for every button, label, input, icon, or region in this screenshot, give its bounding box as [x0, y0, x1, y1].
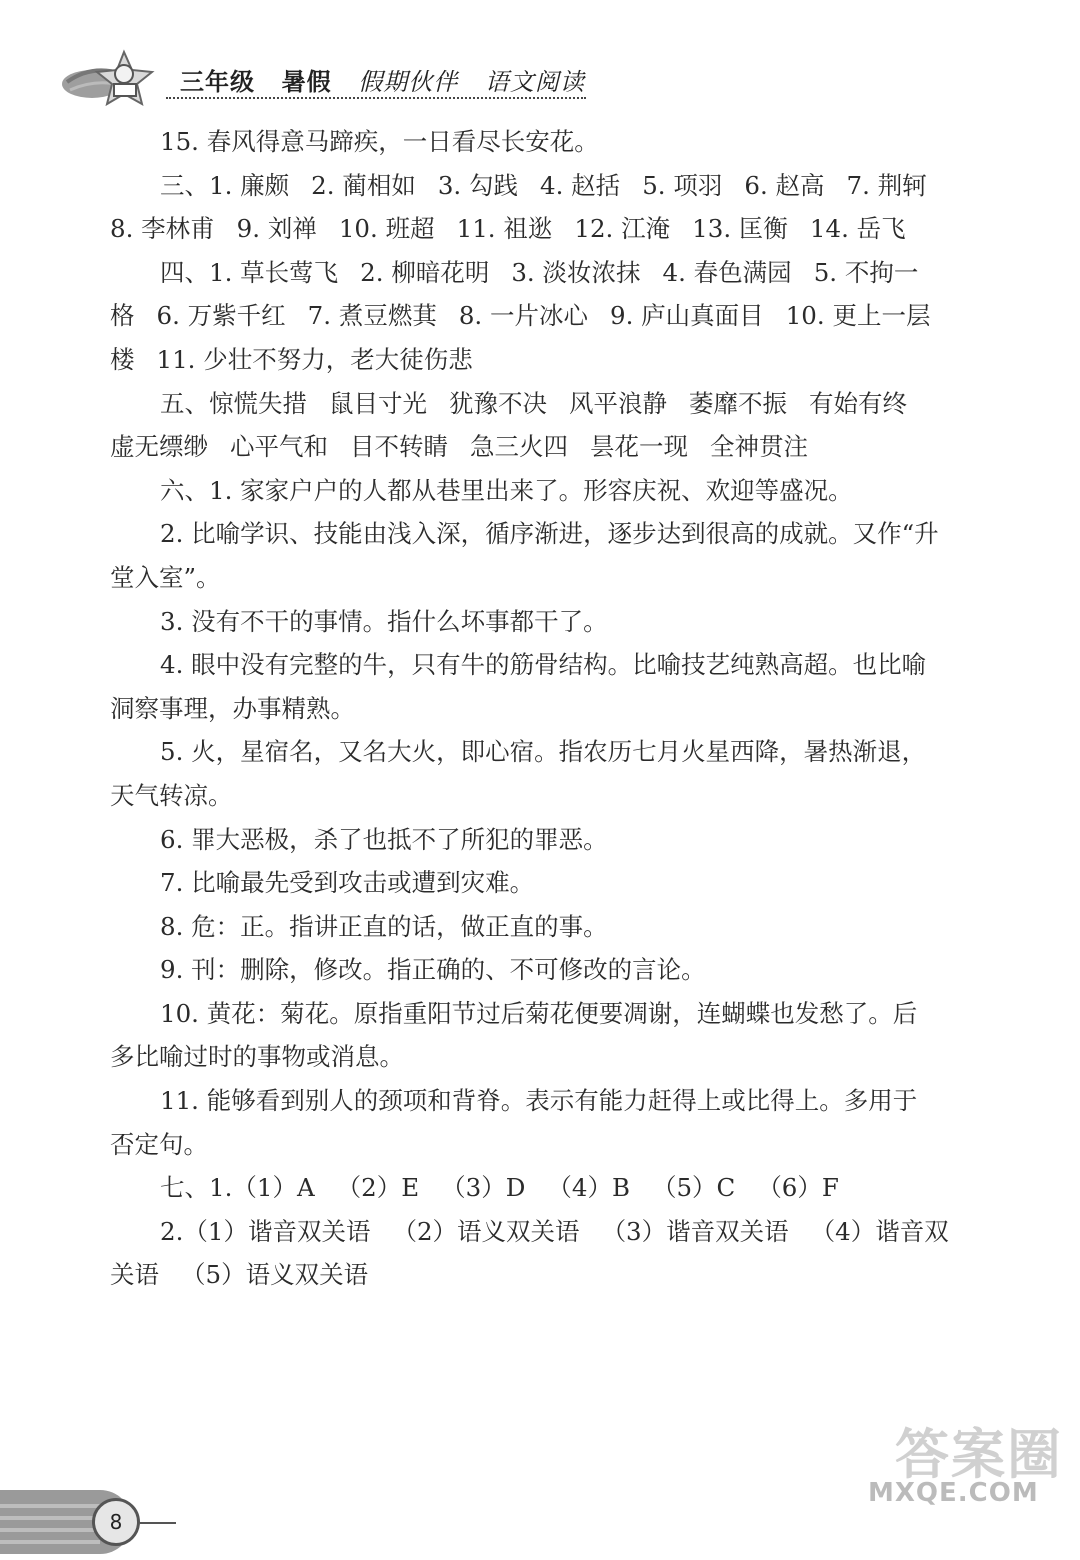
text-line: 10. 黄花：菊花。原指重阳节过后菊花便要凋谢，连蝴蝶也发愁了。后 [160, 998, 918, 1028]
answer-item: 鼠目寸光 [329, 388, 427, 418]
footer-line [140, 1522, 176, 1524]
answer-item: 七、1.（1）A [160, 1173, 315, 1203]
answer-item: 2.（1）谐音双关语 [160, 1216, 371, 1246]
text-line [110, 1210, 970, 1254]
answer-item: 四、1. 草长莺飞 [160, 257, 339, 287]
text-line: 15. 春风得意马蹄疾，一日看尽长安花。 [160, 127, 599, 156]
text-line: 多比喻过时的事物或消息。 [110, 1042, 404, 1072]
answer-item: 13. 匡衡 [692, 214, 788, 244]
book-title [180, 62, 585, 97]
answer-item: 3. 淡妆浓抹 [511, 257, 641, 287]
text-line [110, 1166, 970, 1210]
answer-item: 2. 柳暗花明 [360, 257, 490, 287]
answer-item: 8. 李林甫 [110, 214, 215, 244]
text-line: 9. 刊：删除，修改。指正确的、不可修改的言论。 [160, 955, 706, 985]
text-line [110, 1253, 970, 1297]
text-line: 8. 危：正。指讲正直的话，做正直的事。 [160, 911, 608, 941]
text-line: 堂入室”。 [110, 562, 221, 592]
answer-item: 6. 万紫千红 [156, 301, 286, 331]
answer-item: （3）D [441, 1173, 526, 1203]
text-line: 5. 火，星宿名，又名大火，即心宿。指农历七月火星西降，暑热渐退， [160, 737, 927, 767]
subject-label: 语文阅读 [484, 68, 585, 96]
answer-item: 五、惊慌失措 [160, 388, 307, 418]
text-line [110, 164, 970, 208]
text-line: 3. 没有不干的事情。指什么坏事都干了。 [160, 606, 608, 636]
answer-item: （2）语义双关语 [392, 1216, 580, 1246]
answer-item: 8. 一片冰心 [458, 301, 589, 331]
answer-item: 虚无缥缈 [110, 432, 208, 462]
text-line [110, 207, 970, 251]
book-mascot-logo [62, 44, 162, 114]
answer-text [110, 120, 970, 1297]
text-line [110, 382, 970, 426]
answer-item: 7. 煮豆燃萁 [307, 301, 437, 331]
text-line: 2. 比喻学识、技能由浅入深，循序渐进，逐步达到很高的成就。又作“升 [160, 519, 939, 549]
grade-label: 三年级 [180, 68, 255, 96]
watermark-logo: 答案圈 [895, 1423, 1063, 1486]
watermark-url: MXQE.COM [868, 1478, 1039, 1508]
answer-item: 目不转睛 [350, 432, 448, 462]
series-label: 假期伙伴 [358, 68, 459, 96]
answer-item: 昙花一现 [590, 432, 688, 462]
text-line: 4. 眼中没有完整的牛，只有牛的筋骨结构。比喻技艺纯熟高超。也比喻 [160, 650, 927, 680]
answer-item: 10. 更上一层 [785, 301, 931, 331]
answer-item: 萎靡不振 [689, 388, 787, 418]
answer-item: 5. 不拘一 [813, 257, 919, 287]
answer-item: 10. 班超 [338, 214, 435, 244]
season-label: 暑假 [281, 68, 332, 96]
answer-item: 急三火四 [470, 432, 568, 462]
answer-item: （4）B [547, 1173, 630, 1203]
answer-item: 9. 刘禅 [236, 214, 317, 244]
text-line [110, 425, 970, 469]
answer-item: 11. 祖逖 [456, 214, 553, 244]
text-line: 六、1. 家家户户的人都从巷里出来了。形容庆祝、欢迎等盛况。 [160, 475, 853, 505]
answer-item: 三、1. 廉颇 [160, 170, 290, 200]
answer-item: 7. 荆轲 [846, 170, 927, 200]
page-number: 8 [92, 1498, 140, 1546]
answer-item: （3）谐音双关语 [601, 1216, 789, 1246]
text-line [110, 338, 970, 382]
text-line: 11. 能够看到别人的颈项和背脊。表示有能力赶得上或比得上。多用于 [160, 1086, 918, 1116]
answer-item: （2）E [336, 1173, 420, 1203]
answer-item: 楼 [110, 344, 135, 374]
text-line [110, 294, 970, 338]
text-line: 天气转凉。 [110, 780, 233, 810]
answer-item: 有始有终 [809, 388, 907, 418]
answer-item: 2. 蔺相如 [311, 170, 416, 200]
answer-item: （5）语义双关语 [181, 1260, 369, 1290]
answer-item: 关语 [110, 1260, 159, 1290]
text-line [110, 251, 970, 295]
text-line: 洞察事理，办事精熟。 [110, 693, 355, 723]
answer-item: 11. 少壮不努力，老大徒伤悲 [156, 344, 473, 374]
answer-item: （6）F [757, 1173, 839, 1203]
answer-item: 9. 庐山真面目 [610, 301, 764, 331]
page-header [0, 0, 1080, 120]
answer-item: 4. 赵括 [540, 170, 621, 200]
answer-item: 4. 春色满园 [662, 257, 792, 287]
answer-item: 6. 赵高 [744, 170, 825, 200]
answer-item: 3. 勾践 [437, 170, 519, 200]
text-line: 7. 比喻最先受到攻击或遭到灾难。 [160, 868, 535, 898]
header-divider [166, 97, 586, 99]
answer-item: 14. 岳飞 [809, 214, 906, 244]
answer-item: 风平浪静 [569, 388, 667, 418]
answer-item: 12. 江淹 [574, 214, 671, 244]
answer-item: 格 [110, 301, 135, 331]
answer-item: 5. 项羽 [642, 170, 723, 200]
answer-item: 全神贯注 [710, 432, 808, 462]
answer-item: （5）C [651, 1173, 736, 1203]
text-line: 否定句。 [110, 1129, 208, 1159]
page-footer [0, 1490, 200, 1560]
text-line: 6. 罪大恶极，杀了也抵不了所犯的罪恶。 [160, 824, 608, 854]
answer-item: 犹豫不决 [449, 388, 547, 418]
answer-item: （4）谐音双 [810, 1216, 949, 1246]
answer-item: 心平气和 [230, 432, 328, 462]
